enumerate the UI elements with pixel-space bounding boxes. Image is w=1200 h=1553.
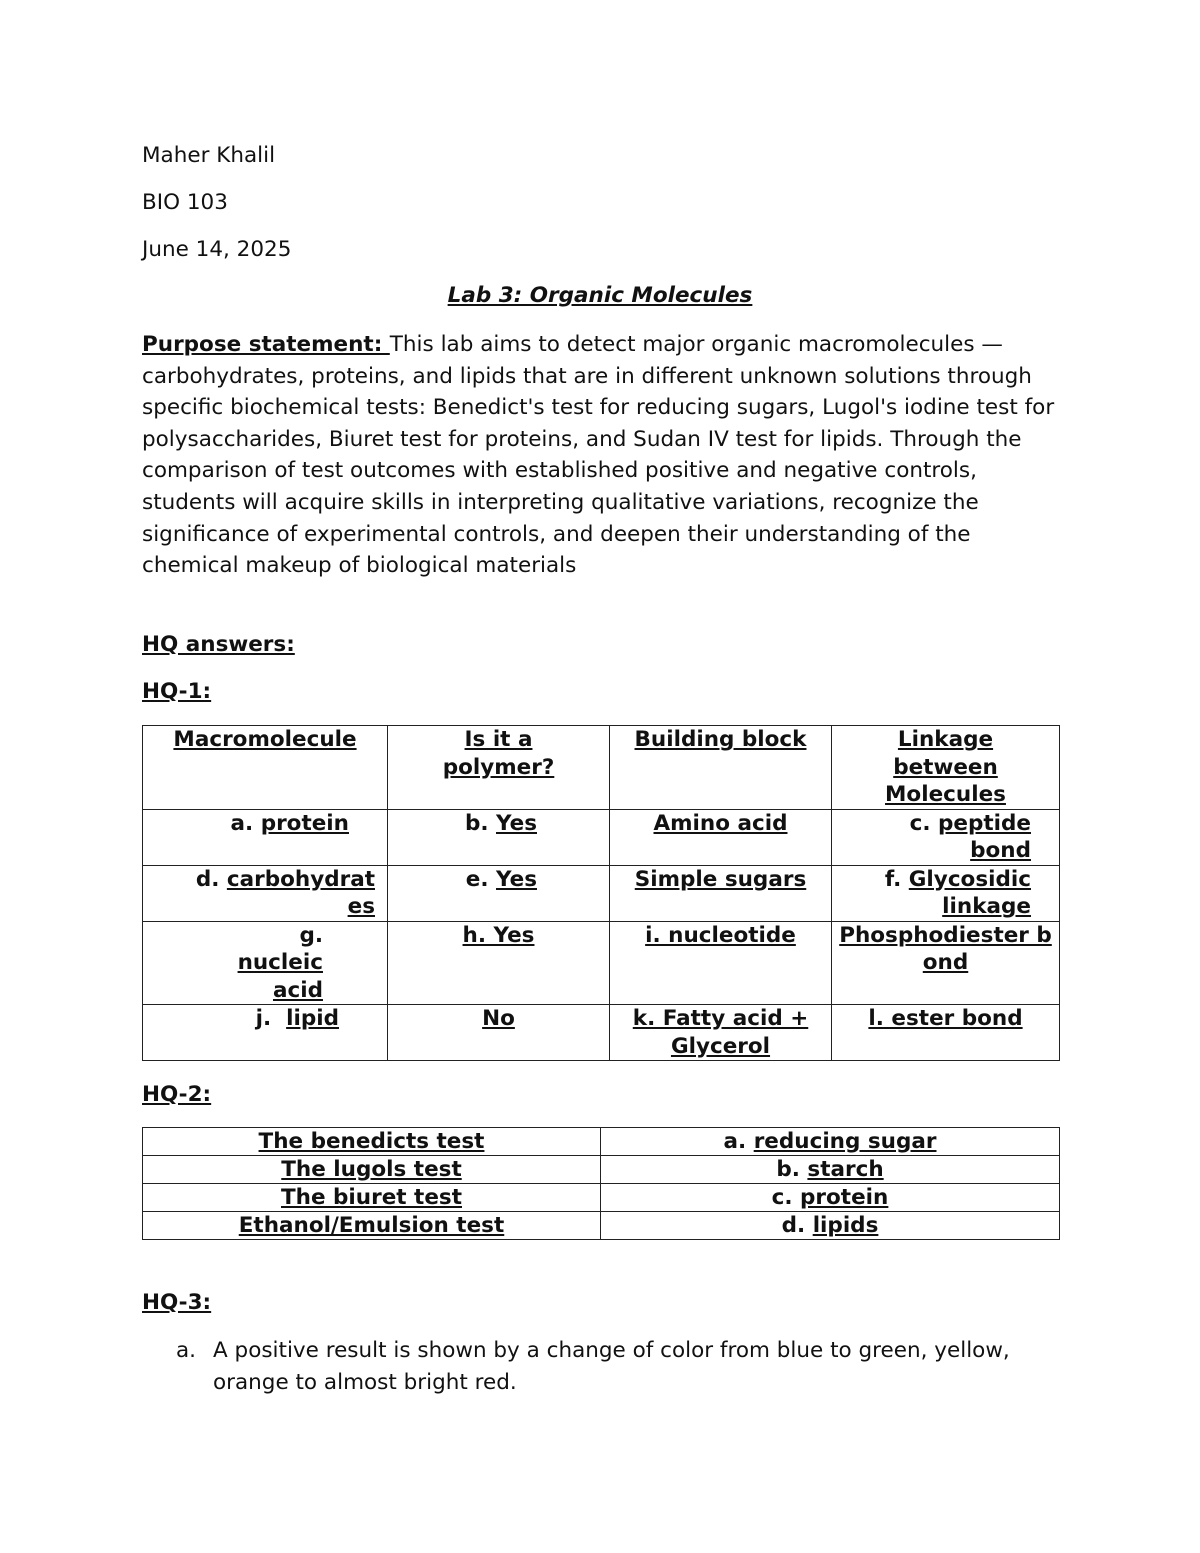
table-cell: Amino acid	[610, 809, 832, 865]
table-cell: Simple sugars	[610, 865, 832, 921]
table-cell: d. carbohydrates	[143, 865, 388, 921]
hq1-table	[142, 725, 1060, 1061]
table-cell: c. protein	[601, 1184, 1060, 1212]
course-code: BIO 103	[142, 190, 228, 215]
document-title: Lab 3: Organic Molecules	[447, 283, 753, 308]
hq1-heading: HQ-1:	[142, 679, 212, 704]
purpose-label: Purpose statement:	[142, 332, 390, 357]
table-cell: k. Fatty acid + Glycerol	[610, 1005, 832, 1061]
table-row	[143, 1156, 1060, 1184]
table-row	[143, 1184, 1060, 1212]
table-row	[143, 1005, 1060, 1061]
table-cell: g. nucleic acid	[143, 921, 388, 1005]
hq3-heading: HQ-3:	[142, 1290, 212, 1315]
table-row	[143, 865, 1060, 921]
table-cell: The biuret test	[143, 1184, 601, 1212]
column-header: Linkage between Molecules	[832, 726, 1060, 810]
table-cell: h. Yes	[388, 921, 610, 1005]
table-cell: f. Glycosidic linkage	[832, 865, 1060, 921]
list-item	[176, 1335, 1036, 1398]
table-cell: a. protein	[143, 809, 388, 865]
purpose-text: This lab aims to detect major organic macromolecules —carbohydrates, proteins, and lipids that are in different unknown solutions through specific biochemical tests: Benedict's test for reducing sugars, Lugol's iodine test for polysaccharides, Biuret test for proteins, and Sudan IV test for lipids. Through the comparison of test outcomes with established positive and negative controls, students will acquire skills in interpreting qualitative variations, recognize the significance of experimental controls, and deepen their understanding of the chemical makeup of biological materials	[142, 332, 1055, 579]
purpose-paragraph	[142, 329, 1072, 582]
hq2-table	[142, 1127, 1060, 1240]
table-cell: c. peptide bond	[832, 809, 1060, 865]
table-cell: a. reducing sugar	[601, 1128, 1060, 1156]
table-cell: The lugols test	[143, 1156, 601, 1184]
column-header: Macromolecule	[143, 726, 388, 810]
column-header: Building block	[610, 726, 832, 810]
table-cell: b. starch	[601, 1156, 1060, 1184]
table-row	[143, 921, 1060, 1005]
table-cell: No	[388, 1005, 610, 1061]
table-header-row	[143, 726, 1060, 810]
table-cell: Ethanol/Emulsion test	[143, 1212, 601, 1240]
table-cell: i. nucleotide	[610, 921, 832, 1005]
hq2-heading: HQ-2:	[142, 1082, 212, 1107]
author-name: Maher Khalil	[142, 143, 276, 168]
list-marker: a.	[176, 1338, 197, 1363]
table-row	[143, 1128, 1060, 1156]
table-cell: j. lipid	[143, 1005, 388, 1061]
table-cell: l. ester bond	[832, 1005, 1060, 1061]
table-cell: d. lipids	[601, 1212, 1060, 1240]
column-header: Is it a polymer?	[388, 726, 610, 810]
table-cell: The benedicts test	[143, 1128, 601, 1156]
hq-answers-heading: HQ answers:	[142, 632, 295, 657]
table-row	[143, 809, 1060, 865]
table-row	[143, 1212, 1060, 1240]
list-item-text: A positive result is shown by a change of color from blue to green, yellow, orange to almost bright red.	[213, 1338, 1010, 1395]
table-cell: Phosphodiester bond	[832, 921, 1060, 1005]
document-date: June 14, 2025	[142, 237, 292, 262]
table-cell: e. Yes	[388, 865, 610, 921]
table-cell: b. Yes	[388, 809, 610, 865]
